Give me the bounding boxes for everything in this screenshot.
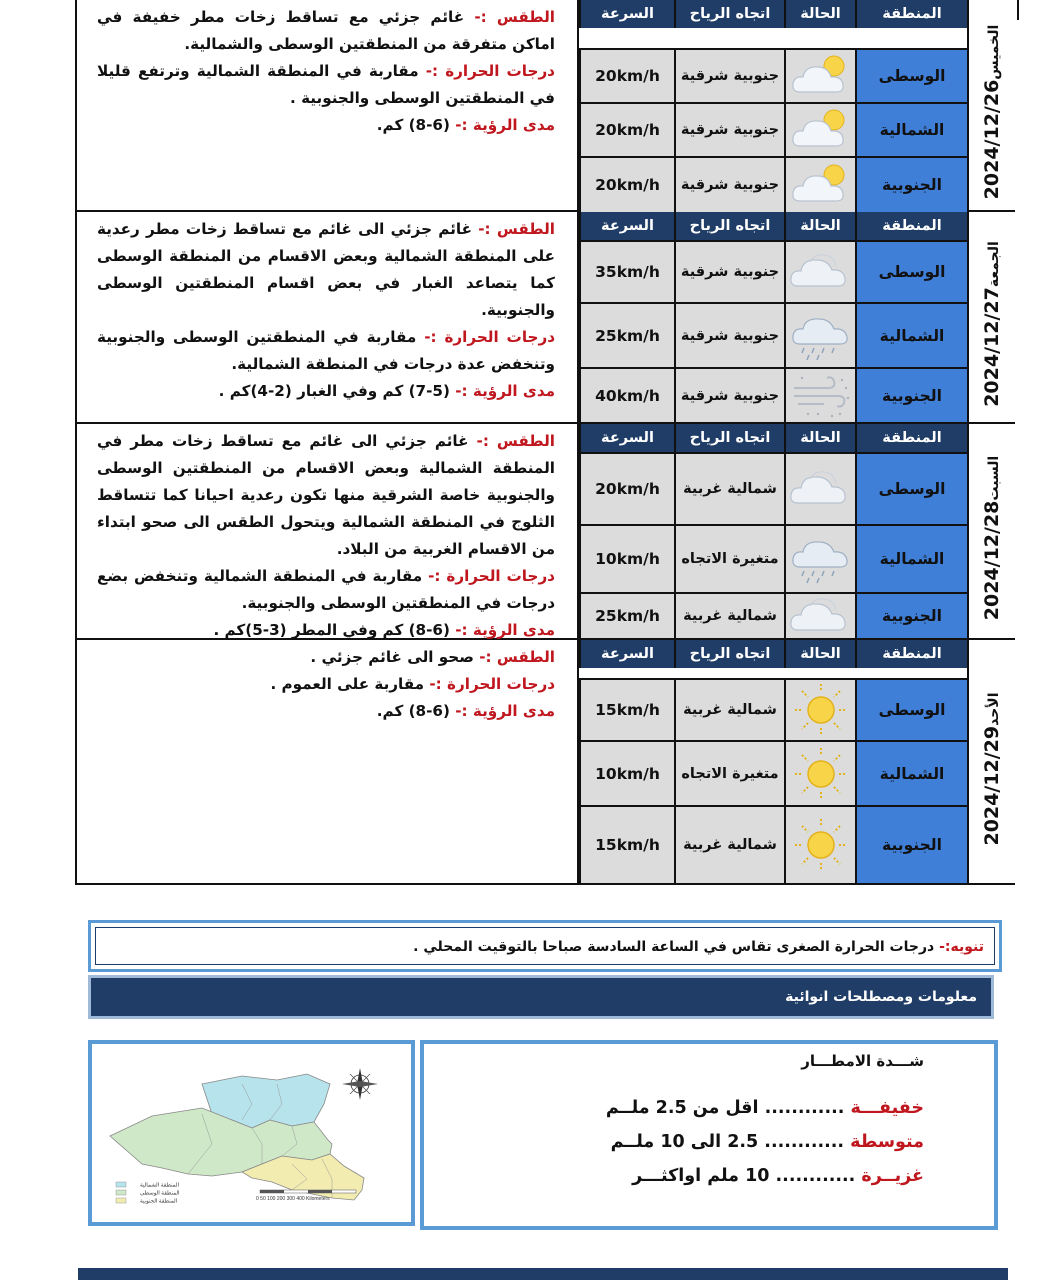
map-legend-north: المنطقة الشمالية (140, 1182, 180, 1189)
sun-icon (784, 740, 855, 805)
visibility-text-label: مدى الرؤية :- (455, 382, 555, 400)
weather-text (97, 216, 555, 324)
table-row (579, 452, 967, 524)
table-row (579, 805, 967, 883)
wind-direction-cell: شمالية غربية (674, 452, 784, 524)
table-header-row (579, 0, 967, 28)
table-row (579, 48, 967, 102)
weather-text-label: الطقس :- (476, 432, 555, 450)
day-block (75, 424, 1015, 640)
day-block (75, 0, 1015, 212)
region-cell: الوسطى (855, 48, 967, 102)
wind-speed-cell: 20km/h (579, 452, 674, 524)
temperature-text (97, 671, 555, 698)
table-row (579, 240, 967, 302)
wind-speed-cell: 20km/h (579, 48, 674, 102)
header-state: الحالة (784, 424, 855, 452)
rain-level-heavy (632, 1166, 924, 1186)
wind-speed-cell: 15km/h (579, 678, 674, 740)
date-value: 2024/12/27 (981, 287, 1003, 407)
rain-intensity-box (420, 1040, 998, 1230)
header-state: الحالة (784, 640, 855, 668)
weather-text (97, 644, 555, 671)
header-wind: اتجاه الرياح (674, 212, 784, 240)
region-cell: الشمالية (855, 524, 967, 592)
header-speed: السرعة (579, 424, 674, 452)
header-speed: السرعة (579, 0, 674, 28)
temperature-text-label: درجات الحرارة :- (424, 328, 555, 346)
wind-direction-cell: متغيرة الاتجاه (674, 524, 784, 592)
weather-text-value: غائم جزئي الى غائم مع تساقط زخات مطر رعدية على المنطقة الشمالية وبعض الاقسام من المنطقة الوسطى كما يتصاعد الغبار في بعض اقسام المنطقتين الوسطى والجنوبية. (97, 220, 555, 319)
visibility-text (97, 378, 555, 405)
date-label (981, 227, 1003, 407)
temperature-text-value: مقاربة على العموم . (270, 675, 425, 693)
day-block (75, 212, 1015, 424)
cloudy-icon (784, 240, 855, 302)
header-wind: اتجاه الرياح (674, 424, 784, 452)
wind-direction-cell: شمالية غربية (674, 805, 784, 883)
visibility-text-label: مدى الرؤية :- (455, 116, 555, 134)
table-row (579, 524, 967, 592)
wind-direction-cell: شمالية غربية (674, 678, 784, 740)
header-speed: السرعة (579, 212, 674, 240)
temperature-text-value: مقاربة في المنطقتين الوسطى والجنوبية وتنخفض عدة درجات في المنطقة الشمالية. (97, 328, 555, 373)
region-cell: الجنوبية (855, 156, 967, 212)
bottom-strip (78, 1268, 1008, 1280)
map-scale-label: 0 50 100 200 300 400 Kilometers (256, 1196, 330, 1202)
table-header-row (579, 640, 967, 668)
region-cell: الجنوبية (855, 805, 967, 883)
temperature-text-label: درجات الحرارة :- (425, 62, 555, 80)
notice-text: درجات الحرارة الصغرى تقاس في الساعة السادسة صباحا بالتوقيت المحلي . (413, 939, 935, 955)
wind-direction-cell: متغيرة الاتجاه (674, 740, 784, 805)
wind-speed-cell: 25km/h (579, 302, 674, 367)
visibility-text (97, 112, 555, 139)
rain-title: شـــدة الامطـــار (801, 1052, 924, 1070)
day-name: السبت (986, 455, 1002, 501)
rain-level-moderate (611, 1132, 924, 1152)
wind-speed-cell: 25km/h (579, 592, 674, 638)
wind-direction-cell: جنوبية شرقية (674, 102, 784, 156)
table-row (579, 740, 967, 805)
notice-inner (95, 927, 995, 965)
day-name: الخميس (986, 24, 1002, 80)
wind-direction-cell: جنوبية شرقية (674, 156, 784, 212)
table-row (579, 592, 967, 638)
notice-box (88, 920, 1002, 972)
forecast-table (579, 212, 967, 422)
region-cell: الشمالية (855, 302, 967, 367)
weather-text-value: غائم جزئي الى غائم مع تساقط زخات مطر في المنطقة الشمالية وبعض الاقسام من المنطقتين الوسطى والجنوبية خاصة الشرقية منها تكون رعدية احيانا كما تتساقط الثلوج في المنطقة الشمالية ويتحول الطقس الى صحو ابتداء من الاقسام الغربية من البلاد. (97, 432, 555, 558)
wind-speed-cell: 20km/h (579, 102, 674, 156)
header-speed: السرعة (579, 640, 674, 668)
region-cell: الشمالية (855, 740, 967, 805)
rain-level-desc: ............ 2.5 الى 10 ملــم (610, 1132, 845, 1152)
visibility-text-value: (5-7) كم وفي الغبار (2-4)كم . (218, 382, 450, 400)
wind-speed-cell: 20km/h (579, 156, 674, 212)
rain-level-name: خفيفـــة (850, 1098, 924, 1118)
forecast-text-panel (77, 212, 579, 422)
header-state: الحالة (784, 212, 855, 240)
info-title-bar: معلومات ومصطلحات انوائية (88, 975, 994, 1019)
rain-level-desc: ............ 10 ملم اواكثـــر (632, 1166, 856, 1186)
region-cell: الوسطى (855, 240, 967, 302)
wind-speed-cell: 10km/h (579, 740, 674, 805)
date-label (981, 442, 1003, 620)
date-label (981, 11, 1003, 200)
partly-cloudy-icon (784, 48, 855, 102)
region-cell: الشمالية (855, 102, 967, 156)
forecast-table (579, 0, 967, 210)
rain-cloud-icon (784, 302, 855, 367)
dust-wind-icon (784, 367, 855, 422)
visibility-text-label: مدى الرؤية :- (455, 621, 555, 639)
rain-cloud-icon (784, 524, 855, 592)
table-row (579, 102, 967, 156)
date-column (967, 0, 1015, 210)
temperature-text (97, 58, 555, 112)
table-row (579, 678, 967, 740)
wind-speed-cell: 10km/h (579, 524, 674, 592)
visibility-text (97, 698, 555, 725)
wind-speed-cell: 15km/h (579, 805, 674, 883)
visibility-text-value: (6-8) كم. (376, 702, 450, 720)
visibility-text-label: مدى الرؤية :- (455, 702, 555, 720)
day-name: الأحد (986, 691, 1002, 726)
temperature-text-label: درجات الحرارة :- (429, 675, 555, 693)
date-column (967, 640, 1015, 883)
header-wind: اتجاه الرياح (674, 640, 784, 668)
table-header-row (579, 212, 967, 240)
cloudy-icon (784, 452, 855, 524)
weather-text (97, 4, 555, 58)
sun-icon (784, 805, 855, 883)
weather-text-value: صحو الى غائم جزئي . (310, 648, 474, 666)
table-row (579, 156, 967, 212)
forecast-text-panel (77, 0, 579, 210)
wind-speed-cell: 40km/h (579, 367, 674, 422)
date-value: 2024/12/28 (981, 500, 1003, 621)
weather-text-label: الطقس :- (478, 220, 555, 238)
wind-direction-cell: جنوبية شرقية (674, 240, 784, 302)
date-value: 2024/12/26 (981, 79, 1003, 200)
region-cell: الوسطى (855, 452, 967, 524)
rain-level-name: متوسطة (850, 1132, 924, 1152)
partly-cloudy-icon (784, 102, 855, 156)
wind-speed-cell: 35km/h (579, 240, 674, 302)
header-region: المنطقة (855, 0, 967, 28)
table-row (579, 367, 967, 422)
forecast-table (579, 424, 967, 638)
weather-text-label: الطقس :- (479, 648, 555, 666)
wind-direction-cell: شمالية غربية (674, 592, 784, 638)
iraq-map-box (88, 1040, 415, 1226)
date-column (967, 212, 1015, 422)
date-value: 2024/12/29 (981, 725, 1003, 846)
temperature-text-value: مقاربة في المنطقة الشمالية وترتفع قليلا في المنطقتين الوسطى والجنوبية . (97, 62, 555, 107)
day-name: الجمعة (986, 241, 1002, 288)
region-cell: الجنوبية (855, 592, 967, 638)
header-region: المنطقة (855, 640, 967, 668)
weather-text (97, 428, 555, 563)
rain-level-name: غزيــرة (861, 1166, 924, 1186)
iraq-map (92, 1044, 411, 1222)
rain-level-desc: ............ اقل من 2.5 ملــم (605, 1098, 845, 1118)
temperature-text (97, 324, 555, 378)
date-column (967, 424, 1015, 638)
day-block (75, 640, 1015, 885)
weather-text-value: غائم جزئي مع تساقط زخات مطر خفيفة في اماكن متفرقة من المنطقتين الوسطى والشمالية. (97, 8, 555, 53)
header-region: المنطقة (855, 424, 967, 452)
table-header-row (579, 424, 967, 452)
notice-label: تنويه:- (939, 939, 984, 955)
partly-cloudy-icon (784, 156, 855, 212)
visibility-text-value: (6-8) كم. (376, 116, 450, 134)
forecast-text-panel (77, 640, 579, 883)
temperature-text-value: مقاربة في المنطقة الشمالية وتنخفض بضع درجات في المنطقتين الوسطى والجنوبية. (97, 567, 555, 612)
weather-text-label: الطقس :- (474, 8, 555, 26)
forecast-text-panel (77, 424, 579, 638)
region-cell: الوسطى (855, 678, 967, 740)
rain-level-light (606, 1098, 924, 1118)
region-cell: الجنوبية (855, 367, 967, 422)
header-wind: اتجاه الرياح (674, 0, 784, 28)
forecast-table (579, 640, 967, 883)
header-region: المنطقة (855, 212, 967, 240)
wind-direction-cell: جنوبية شرقية (674, 367, 784, 422)
header-state: الحالة (784, 0, 855, 28)
wind-direction-cell: جنوبية شرقية (674, 302, 784, 367)
temperature-text-label: درجات الحرارة :- (428, 567, 555, 585)
map-legend (116, 1182, 180, 1205)
table-row (579, 302, 967, 367)
sun-icon (784, 678, 855, 740)
map-legend-south: المنطقة الجنوبية (140, 1198, 178, 1205)
map-legend-central: المنطقة الوسطى (140, 1190, 180, 1197)
date-label (981, 678, 1003, 845)
wind-direction-cell: جنوبية شرقية (674, 48, 784, 102)
temperature-text (97, 563, 555, 617)
cloudy-icon (784, 592, 855, 638)
visibility-text-value: (6-8) كم وفي المطر (3-5)كم . (213, 621, 450, 639)
